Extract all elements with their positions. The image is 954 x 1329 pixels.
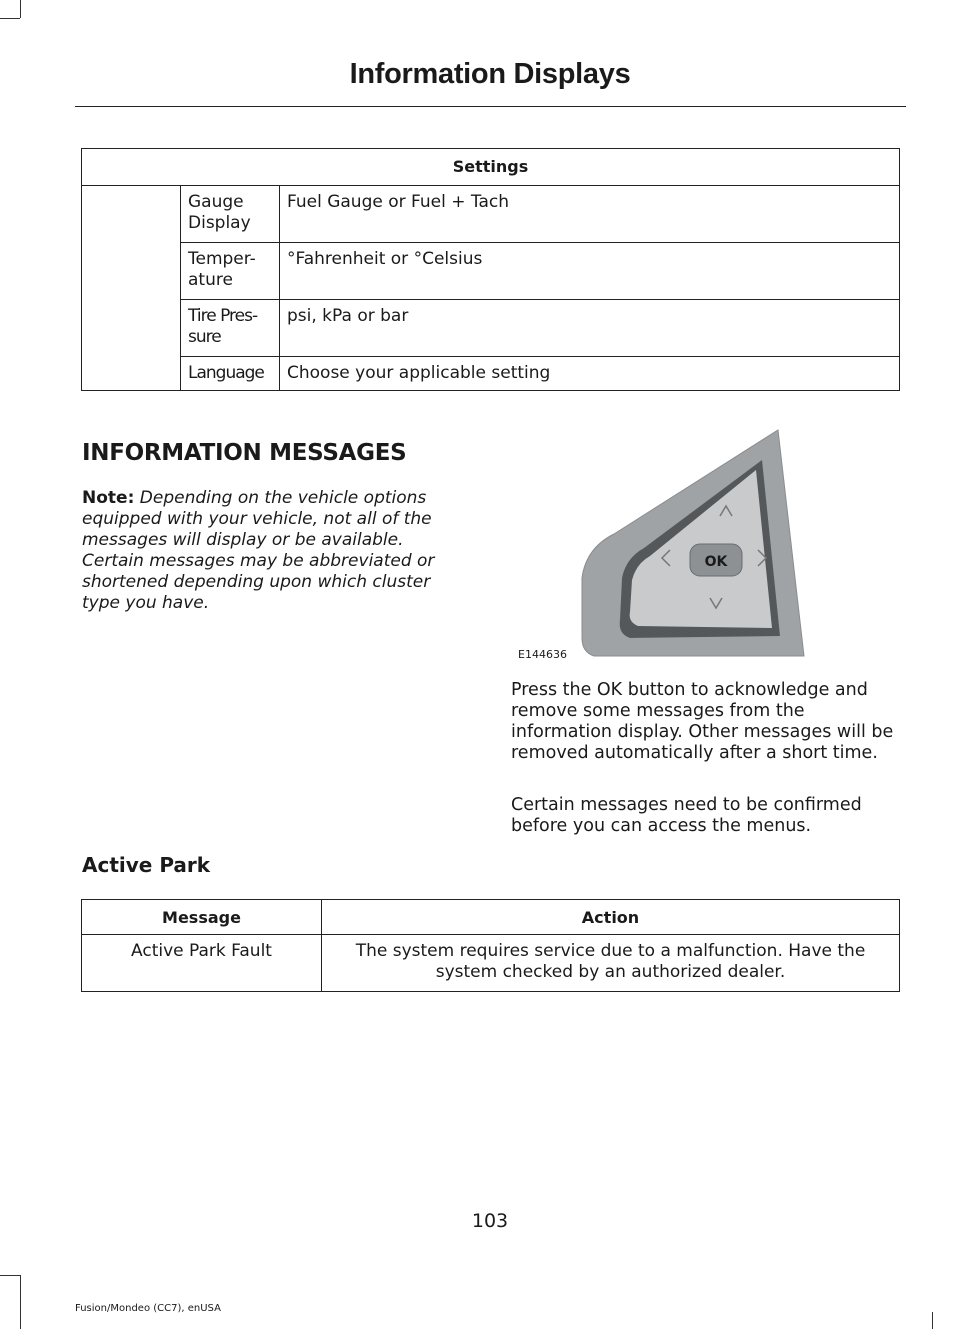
settings-row-label: Temper-ature: [181, 243, 280, 300]
settings-table: [81, 148, 900, 391]
settings-row-label: Gauge Display: [181, 186, 280, 243]
settings-row-value: °Fahrenheit or °Celsius: [280, 243, 900, 300]
message-cell: Active Park Fault: [82, 935, 322, 992]
settings-row-value: Fuel Gauge or Fuel + Tach: [280, 186, 900, 243]
page-title: Information Displays: [349, 58, 631, 90]
column-header-message: Message: [82, 900, 322, 935]
note-label: Note:: [82, 488, 135, 508]
figure-id: E144636: [518, 648, 567, 661]
column-header-action: Action: [322, 900, 900, 935]
action-cell: The system requires service due to a malfunction. Have the system checked by an authorized dealer.: [322, 935, 900, 992]
crop-mark: [0, 1275, 20, 1276]
settings-empty-cell: [82, 186, 181, 391]
document-reference: Fusion/Mondeo (CC7), enUSA: [75, 1303, 221, 1314]
note-text: Depending on the vehicle options equipped with your vehicle, not all of the messages will display or be available. Certain messages may be abbreviated or shortened depending upon which cluster type you have.: [82, 488, 435, 613]
active-park-table: [81, 899, 900, 992]
crop-mark: [20, 0, 21, 18]
crop-mark: [932, 1312, 933, 1329]
header-divider: [75, 106, 906, 107]
settings-row-label: Tire Pres-sure: [181, 300, 280, 357]
steering-wheel-ok-button-illustration: [510, 420, 810, 670]
section-heading: INFORMATION MESSAGES: [82, 440, 407, 466]
page-number: 103: [471, 1210, 509, 1232]
note-block: [82, 488, 457, 614]
settings-row-value: psi, kPa or bar: [280, 300, 900, 357]
crop-mark: [20, 1275, 21, 1329]
paragraph: Certain messages need to be confirmed before you can access the menus.: [511, 795, 862, 836]
ok-button-label: OK: [704, 554, 728, 570]
settings-table-heading: Settings: [82, 149, 900, 186]
settings-row-label: Language: [181, 357, 280, 391]
settings-row-value: Choose your applicable setting: [280, 357, 900, 391]
crop-mark: [0, 18, 20, 19]
paragraph: Press the OK button to acknowledge and remove some messages from the information display. Other messages will be removed automatically after a short time.: [511, 680, 894, 763]
subsection-heading: Active Park: [82, 853, 211, 877]
table-row: [82, 935, 900, 992]
